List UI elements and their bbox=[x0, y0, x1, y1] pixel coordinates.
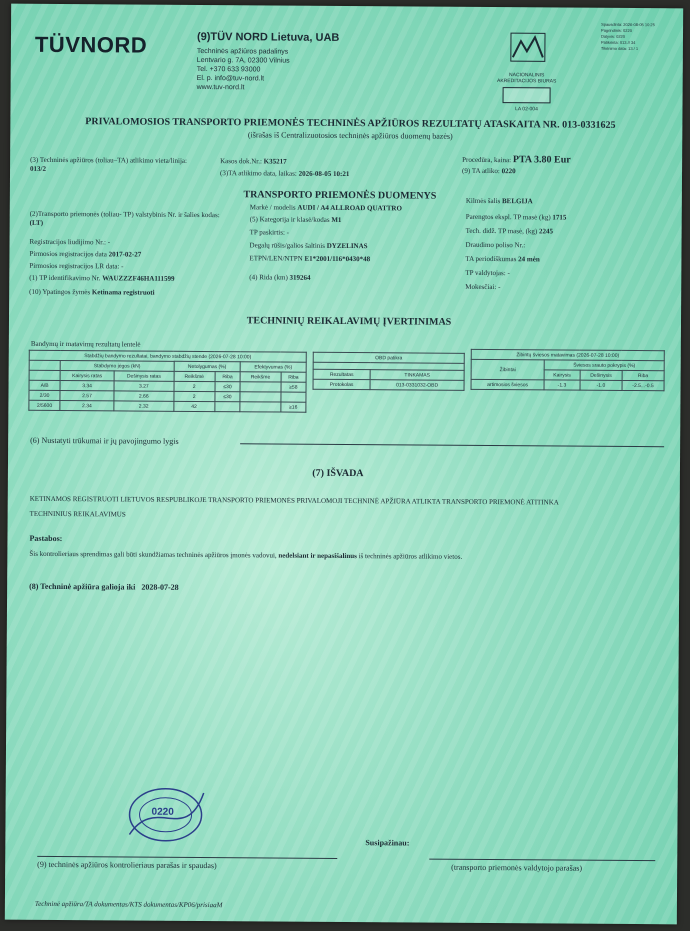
obd-table bbox=[313, 352, 465, 391]
company-name: (9)TÜV NORD Lietuva, UAB bbox=[196, 30, 340, 44]
inspector-signature-line bbox=[37, 856, 337, 859]
category: (5) Kategorija ir klasė/kodas M1 bbox=[249, 215, 342, 224]
make-model: Markė / modelis AUDI / A4 ALLROAD QUATTRO bbox=[249, 203, 402, 213]
print-info: Spausdinta: 2026-08-05 10:25 bbox=[601, 21, 655, 28]
table-row: 2/5600 2.34 2.32 42 ≥16 bbox=[29, 400, 306, 412]
taxes: Mokesčiai: - bbox=[465, 282, 501, 292]
brake-test-table bbox=[28, 350, 306, 413]
acknowledged-label: Susipažinau: bbox=[365, 838, 410, 848]
accreditation-line: LA 02-004 bbox=[515, 106, 538, 113]
accreditation-line: NACIONALINIS bbox=[509, 72, 545, 79]
inspector-code: (9) TA atliko: 0220 bbox=[462, 166, 516, 176]
headlight-table-title: Žibintų šviesos matavimas (2026-07-28 10:00) bbox=[471, 349, 664, 360]
first-registration: Pirmosios registracijos data 2017-02-27 bbox=[29, 249, 142, 259]
obd-table-title: OBD patikra bbox=[313, 352, 464, 363]
curb-mass: Parengtos ekspl. TP masė (kg) 1715 bbox=[465, 212, 567, 222]
accreditation-badge bbox=[503, 87, 551, 103]
stamp-number: 0220 bbox=[151, 806, 174, 818]
table-header: Efektyvumas (%) bbox=[240, 362, 306, 372]
tech-section-title: TECHNINIŲ REIKALAVIMŲ ĮVERTINIMAS bbox=[246, 315, 452, 328]
brake-table-title: Stabdžių bandymo rezultatai, bandymo stabdžių stende (2026-07-28 10:00) bbox=[29, 350, 306, 362]
accreditation-mark bbox=[486, 27, 567, 118]
company-line: El. p. info@tuv-nord.lt bbox=[196, 74, 265, 83]
table-row: 2/30 2.57 2.66 2 ≤30 bbox=[29, 390, 306, 402]
registration-document: Registracijos liudijimo Nr.: - bbox=[29, 237, 111, 247]
notes-text: Šis kontrolieriaus sprendimas gali būti skundžiamas techninės apžiūros įmonės vadovui, nedelsiant ir nepasišalinus iš techninės apžiūros atlikimo vietos. bbox=[29, 549, 463, 561]
defects-line bbox=[240, 443, 664, 447]
notes-title: Pastabos: bbox=[29, 533, 63, 544]
vin: (1) TP identifikavimo Nr. WAUZZZF46HA111599 bbox=[29, 273, 175, 283]
print-info: Patikrinta: 013 // 34 bbox=[600, 39, 636, 46]
conclusion-title: (7) IŠVADA bbox=[312, 467, 364, 480]
special-marks: (10) Ypatingos žymės Ketinama registruoti bbox=[29, 287, 155, 297]
vehicle-section-title: TRANSPORTO PRIEMONĖS DUOMENYS bbox=[243, 189, 437, 202]
lt-registration: Pirmosios registracijos LR data: - bbox=[29, 261, 124, 271]
table-row: A/B 3.34 3.27 2 ≤30 ≥58 bbox=[29, 380, 306, 392]
owner-signature-label: (transporto priemonės valdytojo parašas) bbox=[451, 862, 583, 873]
table-header: Netolygumas (%) bbox=[174, 361, 241, 371]
company-line: www.tuv-nord.lt bbox=[196, 83, 245, 92]
vehicle-owner: TP valdytojas: - bbox=[465, 268, 510, 278]
table-header: Riba bbox=[281, 372, 306, 382]
procedure-price: Procedūra, kaina: PTA 3.80 Eur bbox=[462, 154, 571, 166]
accreditation-icon bbox=[487, 27, 567, 68]
table-header: Stabdymo jėgos (kN) bbox=[60, 361, 174, 372]
table-row: Rezultatas TINKAMAS bbox=[313, 369, 464, 380]
table-row: Protokolas 013-0331032-OBD bbox=[313, 379, 464, 390]
purpose: TP paskirtis: - bbox=[249, 228, 290, 237]
owner-signature-line bbox=[429, 859, 655, 862]
table-header bbox=[29, 370, 60, 380]
tuv-nord-logo: TÜVNORD bbox=[34, 31, 148, 58]
cash-document: Kasos dok.Nr.: K35217 bbox=[220, 157, 287, 166]
table-header: Kairysis ratas bbox=[60, 371, 114, 381]
defects-label: (6) Nustatyti trūkumai ir jų pavojingumo lygis bbox=[30, 435, 179, 446]
max-mass: Tech. didž. TP masė, (kg) 2245 bbox=[465, 226, 554, 236]
print-info: Pagrindinis: 0220 bbox=[601, 27, 632, 33]
inspection-period: TA periodiškumas 24 mėn bbox=[465, 254, 540, 264]
registration-number: (2)Transporto priemonės (toliau- TP) valstybinis Nr. ir šalies kodas: (LT) bbox=[29, 209, 220, 227]
inspector-signature-label: (9) techninės apžiūros kontrolieriaus parašas ir spaudas) bbox=[37, 859, 217, 871]
origin-country: Kilmės šalis BELGIJA bbox=[465, 196, 533, 206]
insurance-policy: Draudimo poliso Nr.: bbox=[465, 240, 526, 250]
company-line: Tel. +370 633 93000 bbox=[196, 65, 261, 74]
table-header: Reikšmė bbox=[240, 372, 280, 382]
odometer: (4) Rida (km) 319264 bbox=[249, 273, 311, 282]
print-info: Tikrinimo data: 13 / 1 bbox=[600, 45, 639, 52]
fuel-type: Degalų rūšis/galios šaltinis DYZELINAS bbox=[249, 241, 368, 251]
report-subtitle: (išrašas iš Centralizuotosios techninės apžiūros duomenų bazės) bbox=[247, 130, 453, 141]
table-header: Riba bbox=[215, 372, 241, 382]
type-approval: ETPN/LEN/NTPN E1*2001/116*0430*48 bbox=[249, 254, 371, 264]
inspection-place: (3) Techninės apžiūros (toliau–TA) atlikimo vieta/linija: 013/2 bbox=[30, 155, 188, 173]
inspection-report-sheet bbox=[5, 4, 683, 925]
headlight-table: Žibintų šviesos matavimas (2026-07-28 10:00) Žibintai Šviesos srauto pokrypis (%) Kairysis Dešinysis Riba artimosios šviesos -1.3 -1.0 -2.5...-0.5 bbox=[471, 349, 665, 391]
validity: (8) Techninė apžiūra galioja iki 2028-07-28 bbox=[29, 581, 179, 592]
table-row: artimosios šviesos -1.3 -1.0 -2.5...-0.5 bbox=[471, 379, 664, 390]
company-line: Lentvario g. 7A, 02300 Vilnius bbox=[196, 56, 290, 65]
company-line: Techninės apžiūros padalinys bbox=[196, 47, 289, 56]
table-header: Dešinysis ratas bbox=[114, 371, 174, 381]
accreditation-line: AKREDITACIJOS BIURAS bbox=[496, 78, 557, 85]
table-header bbox=[29, 360, 60, 370]
inspector-stamp bbox=[125, 784, 205, 845]
footer-path: Techninė apžiūra/TA dokumentas/KTS dokumentas/KP06/prisiaaM bbox=[34, 899, 223, 910]
report-title: PRIVALOMOSIOS TRANSPORTO PRIEMONĖS TECHNINĖS APŽIŪROS REZULTATŲ ATASKAITA NR. 013-0331625 bbox=[85, 116, 616, 131]
tests-label: Bandymų ir matavimų rezultatų lentelė bbox=[30, 339, 141, 349]
conclusion-text: KETINAMOS REGISTRUOTI LIETUVOS RESPUBLIKOJE TRANSPORTO PRIEMONĖS PRIVALOMOJI TECHNINĖ APŽIŪRA ATLIKTA TRANSPORTO PRIEMONĖ ATITINKA TECHNINIUS REIKALAVIMUS bbox=[29, 494, 559, 519]
inspection-time: (3)TA atlikimo data, laikas: 2026-08-05 10:21 bbox=[219, 169, 350, 179]
table-header: Reikšmė bbox=[174, 371, 215, 381]
print-info: Dalyvis: 0220 bbox=[600, 33, 626, 39]
